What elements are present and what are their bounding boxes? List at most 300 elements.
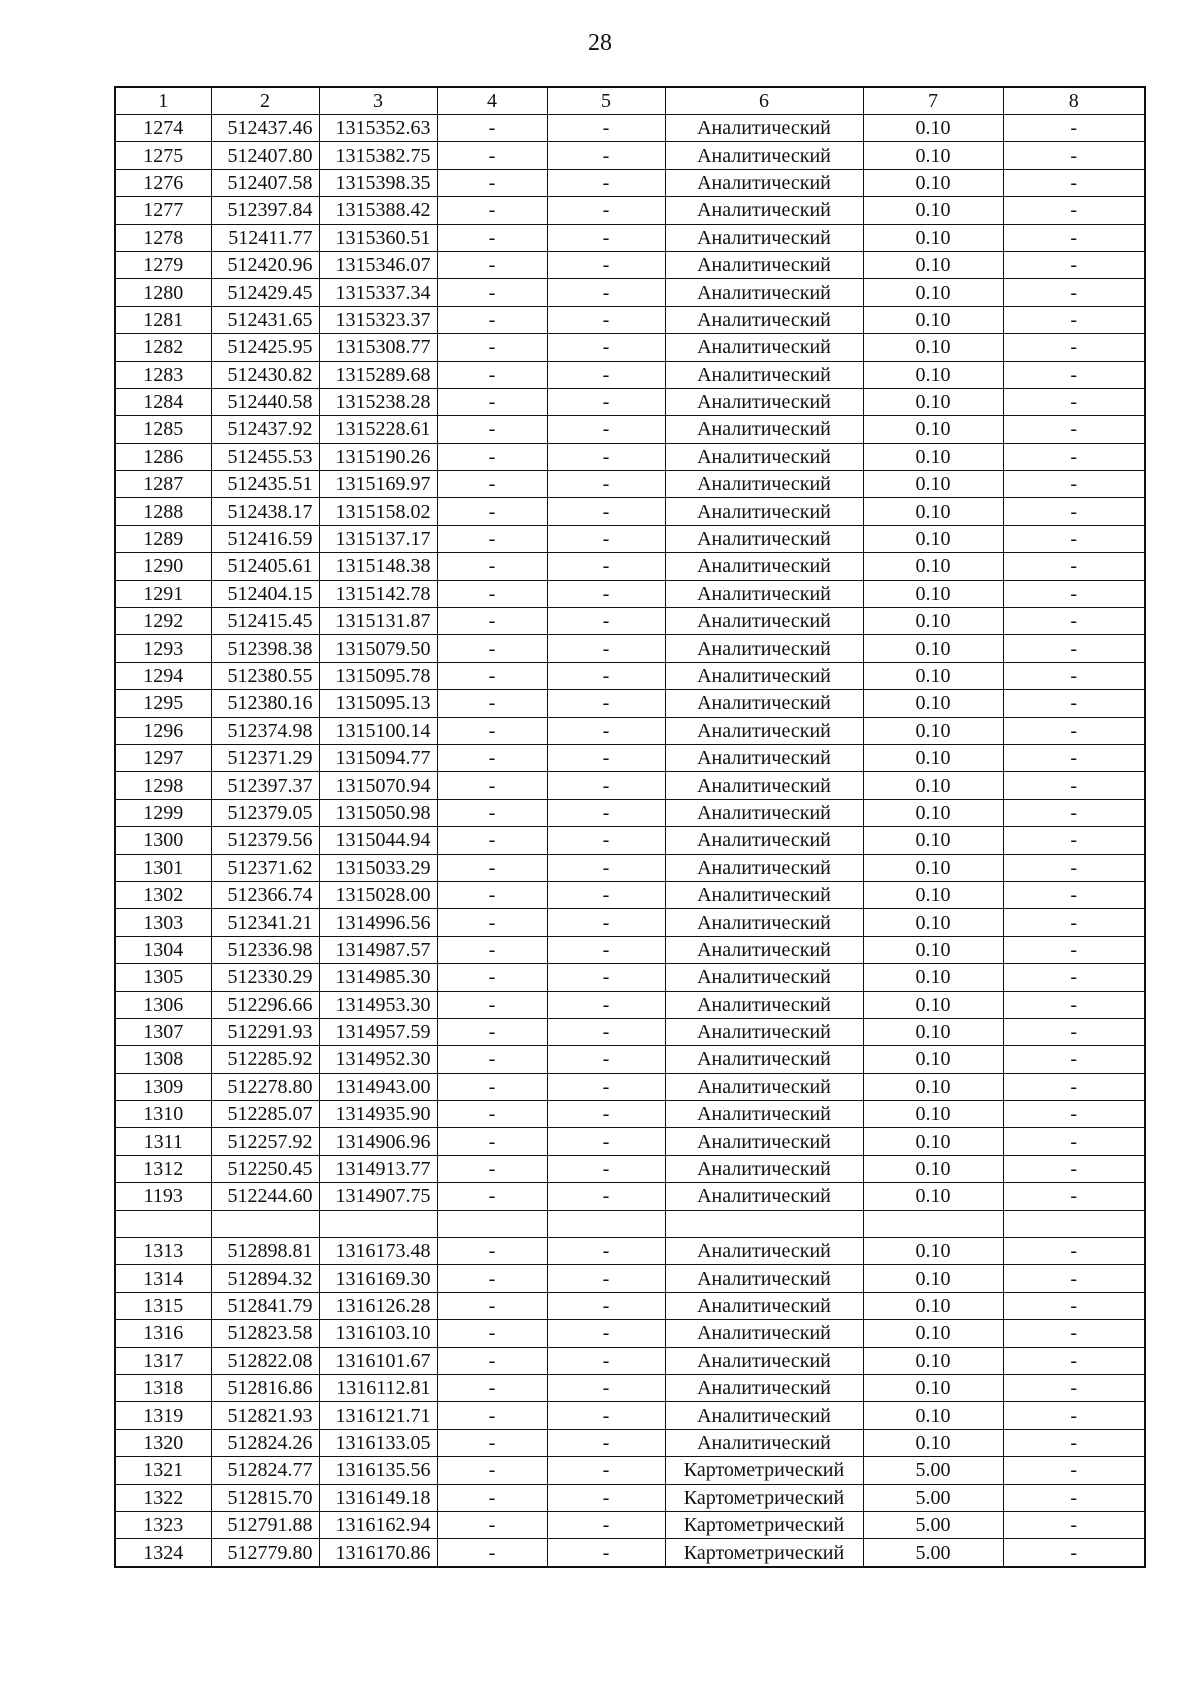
table-row	[115, 744, 1145, 771]
table-row	[115, 854, 1145, 881]
column-5-cell: -	[547, 662, 665, 689]
x-coordinate-cell: 512815.70	[211, 1484, 319, 1511]
column-4-cell: -	[437, 498, 547, 525]
method-cell: Аналитический	[665, 1073, 863, 1100]
x-coordinate-cell: 512841.79	[211, 1292, 319, 1319]
column-5-cell: -	[547, 1429, 665, 1456]
table-row	[115, 1539, 1145, 1567]
accuracy-cell: 0.10	[863, 964, 1003, 991]
accuracy-cell: 0.10	[863, 115, 1003, 142]
column-5-cell: -	[547, 1320, 665, 1347]
column-5-cell: -	[547, 580, 665, 607]
x-coordinate-cell	[211, 1210, 319, 1237]
y-coordinate-cell: 1316133.05	[319, 1429, 437, 1456]
method-cell: Аналитический	[665, 1128, 863, 1155]
accuracy-cell: 0.10	[863, 1018, 1003, 1045]
column-8-cell: -	[1003, 115, 1145, 142]
y-coordinate-cell: 1314943.00	[319, 1073, 437, 1100]
method-cell: Аналитический	[665, 197, 863, 224]
table-row	[115, 909, 1145, 936]
column-5-cell: -	[547, 525, 665, 552]
y-coordinate-cell: 1315050.98	[319, 799, 437, 826]
y-coordinate-cell: 1315100.14	[319, 717, 437, 744]
y-coordinate-cell: 1315028.00	[319, 881, 437, 908]
x-coordinate-cell: 512791.88	[211, 1511, 319, 1538]
method-cell	[665, 1210, 863, 1237]
y-coordinate-cell: 1316170.86	[319, 1539, 437, 1567]
point-number-cell: 1288	[115, 498, 211, 525]
table-row	[115, 498, 1145, 525]
point-number-cell: 1320	[115, 1429, 211, 1456]
column-8-cell: -	[1003, 717, 1145, 744]
column-8-cell: -	[1003, 827, 1145, 854]
point-number-cell: 1299	[115, 799, 211, 826]
column-8-cell: -	[1003, 881, 1145, 908]
column-5-cell: -	[547, 1238, 665, 1265]
column-8-cell: -	[1003, 525, 1145, 552]
column-4-cell: -	[437, 717, 547, 744]
column-4-cell: -	[437, 361, 547, 388]
table-row	[115, 1155, 1145, 1182]
accuracy-cell: 0.10	[863, 744, 1003, 771]
method-cell: Аналитический	[665, 1101, 863, 1128]
column-4-cell	[437, 1210, 547, 1237]
method-cell: Аналитический	[665, 1320, 863, 1347]
method-cell: Аналитический	[665, 1155, 863, 1182]
table-row	[115, 1320, 1145, 1347]
y-coordinate-cell: 1316101.67	[319, 1347, 437, 1374]
table-row	[115, 334, 1145, 361]
point-number-cell: 1301	[115, 854, 211, 881]
y-coordinate-cell: 1315095.13	[319, 690, 437, 717]
point-number-cell: 1297	[115, 744, 211, 771]
column-5-cell: -	[547, 827, 665, 854]
point-number-cell: 1319	[115, 1402, 211, 1429]
accuracy-cell: 0.10	[863, 936, 1003, 963]
y-coordinate-cell: 1316169.30	[319, 1265, 437, 1292]
y-coordinate-cell: 1314952.30	[319, 1046, 437, 1073]
method-cell: Аналитический	[665, 1238, 863, 1265]
accuracy-cell: 0.10	[863, 717, 1003, 744]
column-4-cell: -	[437, 1128, 547, 1155]
table-row	[115, 881, 1145, 908]
y-coordinate-cell: 1316126.28	[319, 1292, 437, 1319]
x-coordinate-cell: 512397.37	[211, 772, 319, 799]
table-row	[115, 690, 1145, 717]
column-4-cell: -	[437, 1046, 547, 1073]
point-number-cell: 1282	[115, 334, 211, 361]
column-5-cell: -	[547, 169, 665, 196]
x-coordinate-cell: 512380.16	[211, 690, 319, 717]
column-5-cell: -	[547, 936, 665, 963]
y-coordinate-cell: 1315238.28	[319, 388, 437, 415]
point-number-cell: 1287	[115, 471, 211, 498]
method-cell: Аналитический	[665, 854, 863, 881]
point-number-cell: 1317	[115, 1347, 211, 1374]
table-row	[115, 279, 1145, 306]
method-cell: Аналитический	[665, 1374, 863, 1401]
column-4-cell: -	[437, 580, 547, 607]
table-row	[115, 443, 1145, 470]
column-5-cell: -	[547, 608, 665, 635]
column-8-cell: -	[1003, 197, 1145, 224]
table-row	[115, 1374, 1145, 1401]
column-5-cell: -	[547, 1128, 665, 1155]
method-cell: Аналитический	[665, 991, 863, 1018]
y-coordinate-cell: 1315033.29	[319, 854, 437, 881]
column-5-cell: -	[547, 1046, 665, 1073]
point-number-cell: 1318	[115, 1374, 211, 1401]
column-4-cell: -	[437, 964, 547, 991]
coordinates-table	[114, 86, 1146, 1568]
y-coordinate-cell: 1316162.94	[319, 1511, 437, 1538]
table-row	[115, 772, 1145, 799]
column-5-cell: -	[547, 142, 665, 169]
x-coordinate-cell: 512404.15	[211, 580, 319, 607]
column-4-cell: -	[437, 1511, 547, 1538]
table-row	[115, 1183, 1145, 1210]
x-coordinate-cell: 512371.62	[211, 854, 319, 881]
accuracy-cell: 0.10	[863, 635, 1003, 662]
y-coordinate-cell: 1315352.63	[319, 115, 437, 142]
method-cell: Аналитический	[665, 1292, 863, 1319]
accuracy-cell: 0.10	[863, 1183, 1003, 1210]
column-8-cell: -	[1003, 1046, 1145, 1073]
point-number-cell: 1314	[115, 1265, 211, 1292]
y-coordinate-cell: 1316173.48	[319, 1238, 437, 1265]
y-coordinate-cell: 1314907.75	[319, 1183, 437, 1210]
column-8-cell: -	[1003, 1539, 1145, 1567]
column-5-cell: -	[547, 799, 665, 826]
column-8-cell: -	[1003, 635, 1145, 662]
table-row	[115, 1018, 1145, 1045]
method-cell: Аналитический	[665, 251, 863, 278]
column-5-cell: -	[547, 1457, 665, 1484]
accuracy-cell: 5.00	[863, 1539, 1003, 1567]
column-4-cell: -	[437, 662, 547, 689]
method-cell: Аналитический	[665, 744, 863, 771]
column-8-cell: -	[1003, 142, 1145, 169]
accuracy-cell: 0.10	[863, 608, 1003, 635]
x-coordinate-cell: 512330.29	[211, 964, 319, 991]
column-8-cell: -	[1003, 744, 1145, 771]
accuracy-cell: 0.10	[863, 279, 1003, 306]
column-5-cell: -	[547, 115, 665, 142]
column-8-cell: -	[1003, 772, 1145, 799]
accuracy-cell: 5.00	[863, 1511, 1003, 1538]
x-coordinate-cell: 512420.96	[211, 251, 319, 278]
method-cell: Аналитический	[665, 115, 863, 142]
column-8-cell: -	[1003, 251, 1145, 278]
x-coordinate-cell: 512379.05	[211, 799, 319, 826]
accuracy-cell: 0.10	[863, 799, 1003, 826]
x-coordinate-cell: 512822.08	[211, 1347, 319, 1374]
y-coordinate-cell: 1315169.97	[319, 471, 437, 498]
accuracy-cell: 0.10	[863, 306, 1003, 333]
column-8-cell: -	[1003, 1457, 1145, 1484]
accuracy-cell: 0.10	[863, 224, 1003, 251]
table-row	[115, 142, 1145, 169]
column-4-cell: -	[437, 1374, 547, 1401]
method-cell: Аналитический	[665, 142, 863, 169]
method-cell: Аналитический	[665, 608, 863, 635]
column-5-cell: -	[547, 690, 665, 717]
point-number-cell: 1280	[115, 279, 211, 306]
column-5-cell: -	[547, 471, 665, 498]
y-coordinate-cell: 1315190.26	[319, 443, 437, 470]
column-8-cell	[1003, 1210, 1145, 1237]
accuracy-cell: 0.10	[863, 498, 1003, 525]
x-coordinate-cell: 512250.45	[211, 1155, 319, 1182]
y-coordinate-cell: 1315094.77	[319, 744, 437, 771]
accuracy-cell: 0.10	[863, 553, 1003, 580]
column-header-6: 6	[665, 87, 863, 115]
table-row	[115, 580, 1145, 607]
method-cell: Аналитический	[665, 881, 863, 908]
x-coordinate-cell: 512894.32	[211, 1265, 319, 1292]
column-4-cell: -	[437, 388, 547, 415]
point-number-cell	[115, 1210, 211, 1237]
x-coordinate-cell: 512407.58	[211, 169, 319, 196]
column-8-cell: -	[1003, 1484, 1145, 1511]
table-row	[115, 991, 1145, 1018]
point-number-cell: 1303	[115, 909, 211, 936]
x-coordinate-cell: 512429.45	[211, 279, 319, 306]
x-coordinate-cell: 512437.46	[211, 115, 319, 142]
point-number-cell: 1286	[115, 443, 211, 470]
column-4-cell: -	[437, 169, 547, 196]
point-number-cell: 1307	[115, 1018, 211, 1045]
method-cell: Картометрический	[665, 1539, 863, 1567]
column-4-cell: -	[437, 1539, 547, 1567]
column-8-cell: -	[1003, 799, 1145, 826]
y-coordinate-cell: 1315070.94	[319, 772, 437, 799]
method-cell: Аналитический	[665, 1402, 863, 1429]
table-row	[115, 1101, 1145, 1128]
table-row	[115, 416, 1145, 443]
y-coordinate-cell: 1315228.61	[319, 416, 437, 443]
column-8-cell: -	[1003, 1128, 1145, 1155]
column-8-cell: -	[1003, 306, 1145, 333]
table-header	[115, 87, 1145, 115]
table-row	[115, 1073, 1145, 1100]
column-header-2: 2	[211, 87, 319, 115]
column-4-cell: -	[437, 1429, 547, 1456]
method-cell: Аналитический	[665, 498, 863, 525]
column-8-cell: -	[1003, 964, 1145, 991]
point-number-cell: 1321	[115, 1457, 211, 1484]
accuracy-cell: 0.10	[863, 1347, 1003, 1374]
x-coordinate-cell: 512336.98	[211, 936, 319, 963]
accuracy-cell: 0.10	[863, 1101, 1003, 1128]
y-coordinate-cell: 1315095.78	[319, 662, 437, 689]
column-4-cell: -	[437, 1347, 547, 1374]
method-cell: Аналитический	[665, 388, 863, 415]
accuracy-cell: 0.10	[863, 690, 1003, 717]
x-coordinate-cell: 512380.55	[211, 662, 319, 689]
point-number-cell: 1309	[115, 1073, 211, 1100]
accuracy-cell: 0.10	[863, 909, 1003, 936]
y-coordinate-cell: 1316103.10	[319, 1320, 437, 1347]
column-8-cell: -	[1003, 471, 1145, 498]
table-row	[115, 1402, 1145, 1429]
y-coordinate-cell: 1315079.50	[319, 635, 437, 662]
accuracy-cell: 0.10	[863, 525, 1003, 552]
accuracy-cell: 0.10	[863, 827, 1003, 854]
point-number-cell: 1285	[115, 416, 211, 443]
column-4-cell: -	[437, 1402, 547, 1429]
point-number-cell: 1322	[115, 1484, 211, 1511]
y-coordinate-cell: 1314913.77	[319, 1155, 437, 1182]
accuracy-cell: 0.10	[863, 1429, 1003, 1456]
method-cell: Аналитический	[665, 169, 863, 196]
y-coordinate-cell: 1315346.07	[319, 251, 437, 278]
accuracy-cell: 5.00	[863, 1457, 1003, 1484]
column-4-cell: -	[437, 306, 547, 333]
y-coordinate-cell: 1314906.96	[319, 1128, 437, 1155]
column-4-cell: -	[437, 1183, 547, 1210]
point-number-cell: 1315	[115, 1292, 211, 1319]
accuracy-cell: 0.10	[863, 991, 1003, 1018]
table-row	[115, 197, 1145, 224]
method-cell: Аналитический	[665, 361, 863, 388]
column-8-cell: -	[1003, 662, 1145, 689]
method-cell: Аналитический	[665, 909, 863, 936]
table-row	[115, 361, 1145, 388]
point-number-cell: 1313	[115, 1238, 211, 1265]
accuracy-cell: 0.10	[863, 1374, 1003, 1401]
x-coordinate-cell: 512411.77	[211, 224, 319, 251]
column-5-cell: -	[547, 1374, 665, 1401]
method-cell: Аналитический	[665, 690, 863, 717]
point-number-cell: 1283	[115, 361, 211, 388]
accuracy-cell: 0.10	[863, 1238, 1003, 1265]
column-8-cell: -	[1003, 936, 1145, 963]
column-4-cell: -	[437, 1320, 547, 1347]
column-8-cell: -	[1003, 1347, 1145, 1374]
table-row	[115, 224, 1145, 251]
x-coordinate-cell: 512285.92	[211, 1046, 319, 1073]
point-number-cell: 1302	[115, 881, 211, 908]
x-coordinate-cell: 512257.92	[211, 1128, 319, 1155]
column-4-cell: -	[437, 854, 547, 881]
column-5-cell: -	[547, 1265, 665, 1292]
x-coordinate-cell: 512430.82	[211, 361, 319, 388]
x-coordinate-cell: 512374.98	[211, 717, 319, 744]
column-4-cell: -	[437, 1155, 547, 1182]
column-5-cell: -	[547, 443, 665, 470]
y-coordinate-cell: 1315131.87	[319, 608, 437, 635]
table-row	[115, 251, 1145, 278]
column-5-cell: -	[547, 1155, 665, 1182]
column-5-cell: -	[547, 361, 665, 388]
column-5-cell: -	[547, 306, 665, 333]
table-row	[115, 1511, 1145, 1538]
column-8-cell: -	[1003, 361, 1145, 388]
column-4-cell: -	[437, 1238, 547, 1265]
method-cell: Аналитический	[665, 471, 863, 498]
x-coordinate-cell: 512415.45	[211, 608, 319, 635]
point-number-cell: 1275	[115, 142, 211, 169]
table-row	[115, 115, 1145, 142]
column-5-cell: -	[547, 1292, 665, 1319]
column-5-cell: -	[547, 251, 665, 278]
column-5-cell: -	[547, 744, 665, 771]
table-row	[115, 1457, 1145, 1484]
accuracy-cell	[863, 1210, 1003, 1237]
x-coordinate-cell: 512407.80	[211, 142, 319, 169]
point-number-cell: 1291	[115, 580, 211, 607]
column-4-cell: -	[437, 1018, 547, 1045]
y-coordinate-cell: 1315137.17	[319, 525, 437, 552]
column-5-cell: -	[547, 964, 665, 991]
y-coordinate-cell: 1316149.18	[319, 1484, 437, 1511]
accuracy-cell: 0.10	[863, 662, 1003, 689]
y-coordinate-cell: 1315382.75	[319, 142, 437, 169]
table-row	[115, 1347, 1145, 1374]
column-header-4: 4	[437, 87, 547, 115]
column-5-cell: -	[547, 635, 665, 662]
column-8-cell: -	[1003, 991, 1145, 1018]
method-cell: Аналитический	[665, 936, 863, 963]
column-4-cell: -	[437, 142, 547, 169]
method-cell: Аналитический	[665, 525, 863, 552]
column-8-cell: -	[1003, 1101, 1145, 1128]
method-cell: Аналитический	[665, 717, 863, 744]
table-row	[115, 1238, 1145, 1265]
column-5-cell: -	[547, 717, 665, 744]
accuracy-cell: 0.10	[863, 772, 1003, 799]
accuracy-cell: 0.10	[863, 1073, 1003, 1100]
column-4-cell: -	[437, 1265, 547, 1292]
accuracy-cell: 0.10	[863, 169, 1003, 196]
point-number-cell: 1284	[115, 388, 211, 415]
column-5-cell: -	[547, 1347, 665, 1374]
y-coordinate-cell: 1314985.30	[319, 964, 437, 991]
column-8-cell: -	[1003, 443, 1145, 470]
column-4-cell: -	[437, 909, 547, 936]
accuracy-cell: 0.10	[863, 471, 1003, 498]
column-5-cell: -	[547, 197, 665, 224]
y-coordinate-cell: 1314957.59	[319, 1018, 437, 1045]
x-coordinate-cell: 512341.21	[211, 909, 319, 936]
point-number-cell: 1300	[115, 827, 211, 854]
table-row	[115, 1210, 1145, 1237]
method-cell: Аналитический	[665, 662, 863, 689]
x-coordinate-cell: 512431.65	[211, 306, 319, 333]
x-coordinate-cell: 512455.53	[211, 443, 319, 470]
accuracy-cell: 0.10	[863, 416, 1003, 443]
y-coordinate-cell: 1315360.51	[319, 224, 437, 251]
point-number-cell: 1279	[115, 251, 211, 278]
y-coordinate-cell	[319, 1210, 437, 1237]
table-body	[115, 115, 1145, 1567]
column-8-cell: -	[1003, 1292, 1145, 1319]
column-5-cell: -	[547, 224, 665, 251]
table-row	[115, 635, 1145, 662]
method-cell: Аналитический	[665, 827, 863, 854]
point-number-cell: 1324	[115, 1539, 211, 1567]
column-5-cell: -	[547, 1073, 665, 1100]
column-5-cell: -	[547, 772, 665, 799]
point-number-cell: 1310	[115, 1101, 211, 1128]
column-5-cell: -	[547, 498, 665, 525]
column-8-cell: -	[1003, 854, 1145, 881]
table-row	[115, 964, 1145, 991]
column-5-cell: -	[547, 909, 665, 936]
y-coordinate-cell: 1315398.35	[319, 169, 437, 196]
point-number-cell: 1304	[115, 936, 211, 963]
